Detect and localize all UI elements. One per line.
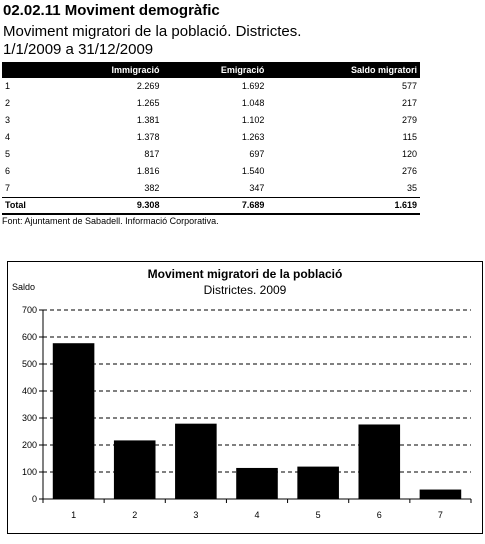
y-axis-label: Saldo xyxy=(12,282,36,292)
table-row xyxy=(2,95,420,112)
table-row xyxy=(2,146,420,163)
y-tick-label: 300 xyxy=(21,413,37,423)
table-cell: 35 xyxy=(406,183,417,193)
bar xyxy=(236,468,278,499)
table-cell: 1.381 xyxy=(136,115,160,125)
chart-title: Moviment migratori de la població xyxy=(147,267,343,281)
table-cell: 1.102 xyxy=(241,115,265,125)
table-cell: 2 xyxy=(5,98,11,108)
chart-subtitle: Districtes. 2009 xyxy=(203,283,287,297)
x-tick-label: 2 xyxy=(132,510,138,520)
table-row xyxy=(2,163,420,180)
x-tick-label: 5 xyxy=(315,510,321,520)
table-row xyxy=(2,112,420,129)
table-cell: 382 xyxy=(144,183,160,193)
table-cell: 7 xyxy=(5,183,11,193)
table-cell: 120 xyxy=(401,149,417,159)
table-cell: 279 xyxy=(401,115,417,125)
table-cell: 9.308 xyxy=(48,198,162,215)
column-header xyxy=(2,62,48,78)
table-cell: 1.540 xyxy=(241,166,265,176)
page-subtitle xyxy=(3,23,301,59)
period-line: 1/1/2009 a 31/12/2009 xyxy=(3,41,154,58)
table-cell: 6 xyxy=(5,166,11,176)
bar xyxy=(114,440,156,499)
table-cell: Total xyxy=(2,198,48,215)
x-tick-label: 6 xyxy=(376,510,382,520)
table-cell: 347 xyxy=(249,183,265,193)
subtitle-line: Moviment migratori de la població. Districtes. xyxy=(3,23,302,40)
table-cell: 1.378 xyxy=(136,132,160,142)
bar xyxy=(358,424,400,499)
column-header: Emigració xyxy=(162,62,267,78)
x-tick-label: 3 xyxy=(193,510,199,520)
table-row xyxy=(2,78,420,95)
x-tick-label: 1 xyxy=(71,510,77,520)
y-tick-label: 400 xyxy=(21,386,37,396)
bar xyxy=(297,467,339,499)
bar xyxy=(175,424,217,499)
x-tick-label: 4 xyxy=(254,510,260,520)
table-header-row xyxy=(2,62,420,78)
table-row xyxy=(2,129,420,146)
y-tick-label: 500 xyxy=(21,359,37,369)
column-header: Saldo migratori xyxy=(267,62,420,78)
y-tick-label: 100 xyxy=(21,467,37,477)
x-tick-label: 7 xyxy=(437,510,443,520)
table-row xyxy=(2,180,420,198)
table-cell: 4 xyxy=(5,132,11,142)
table-cell: 1.692 xyxy=(241,81,265,91)
table-total-row xyxy=(2,198,420,215)
y-tick-label: 600 xyxy=(21,332,37,342)
page-title: 02.02.11 Moviment demogràfic xyxy=(3,2,220,19)
y-tick-label: 200 xyxy=(21,440,37,450)
migration-table xyxy=(2,62,420,215)
table-cell: 577 xyxy=(401,81,417,91)
table-cell: 1 xyxy=(5,81,11,91)
y-tick-label: 700 xyxy=(21,305,37,315)
table-cell: 2.269 xyxy=(136,81,160,91)
table-cell: 7.689 xyxy=(162,198,267,215)
table-cell: 217 xyxy=(401,98,417,108)
bar xyxy=(53,343,95,499)
y-tick-label: 0 xyxy=(31,494,37,504)
table-cell: 1.263 xyxy=(241,132,265,142)
table-cell: 3 xyxy=(5,115,11,125)
chart-panel xyxy=(7,261,483,534)
table-cell: 276 xyxy=(401,166,417,176)
table-cell: 817 xyxy=(144,149,160,159)
table-cell: 1.048 xyxy=(241,98,265,108)
bar-chart xyxy=(8,262,482,533)
table-cell: 1.265 xyxy=(136,98,160,108)
table-cell: 115 xyxy=(402,132,417,142)
table-cell: 1.619 xyxy=(267,198,420,215)
column-header: Immigració xyxy=(48,62,162,78)
source-note: Font: Ajuntament de Sabadell. Informació Corporativa. xyxy=(2,216,219,226)
table-cell: 5 xyxy=(5,149,11,159)
bar xyxy=(420,490,462,499)
table-cell: 697 xyxy=(249,149,265,159)
table-cell: 1.816 xyxy=(136,166,160,176)
